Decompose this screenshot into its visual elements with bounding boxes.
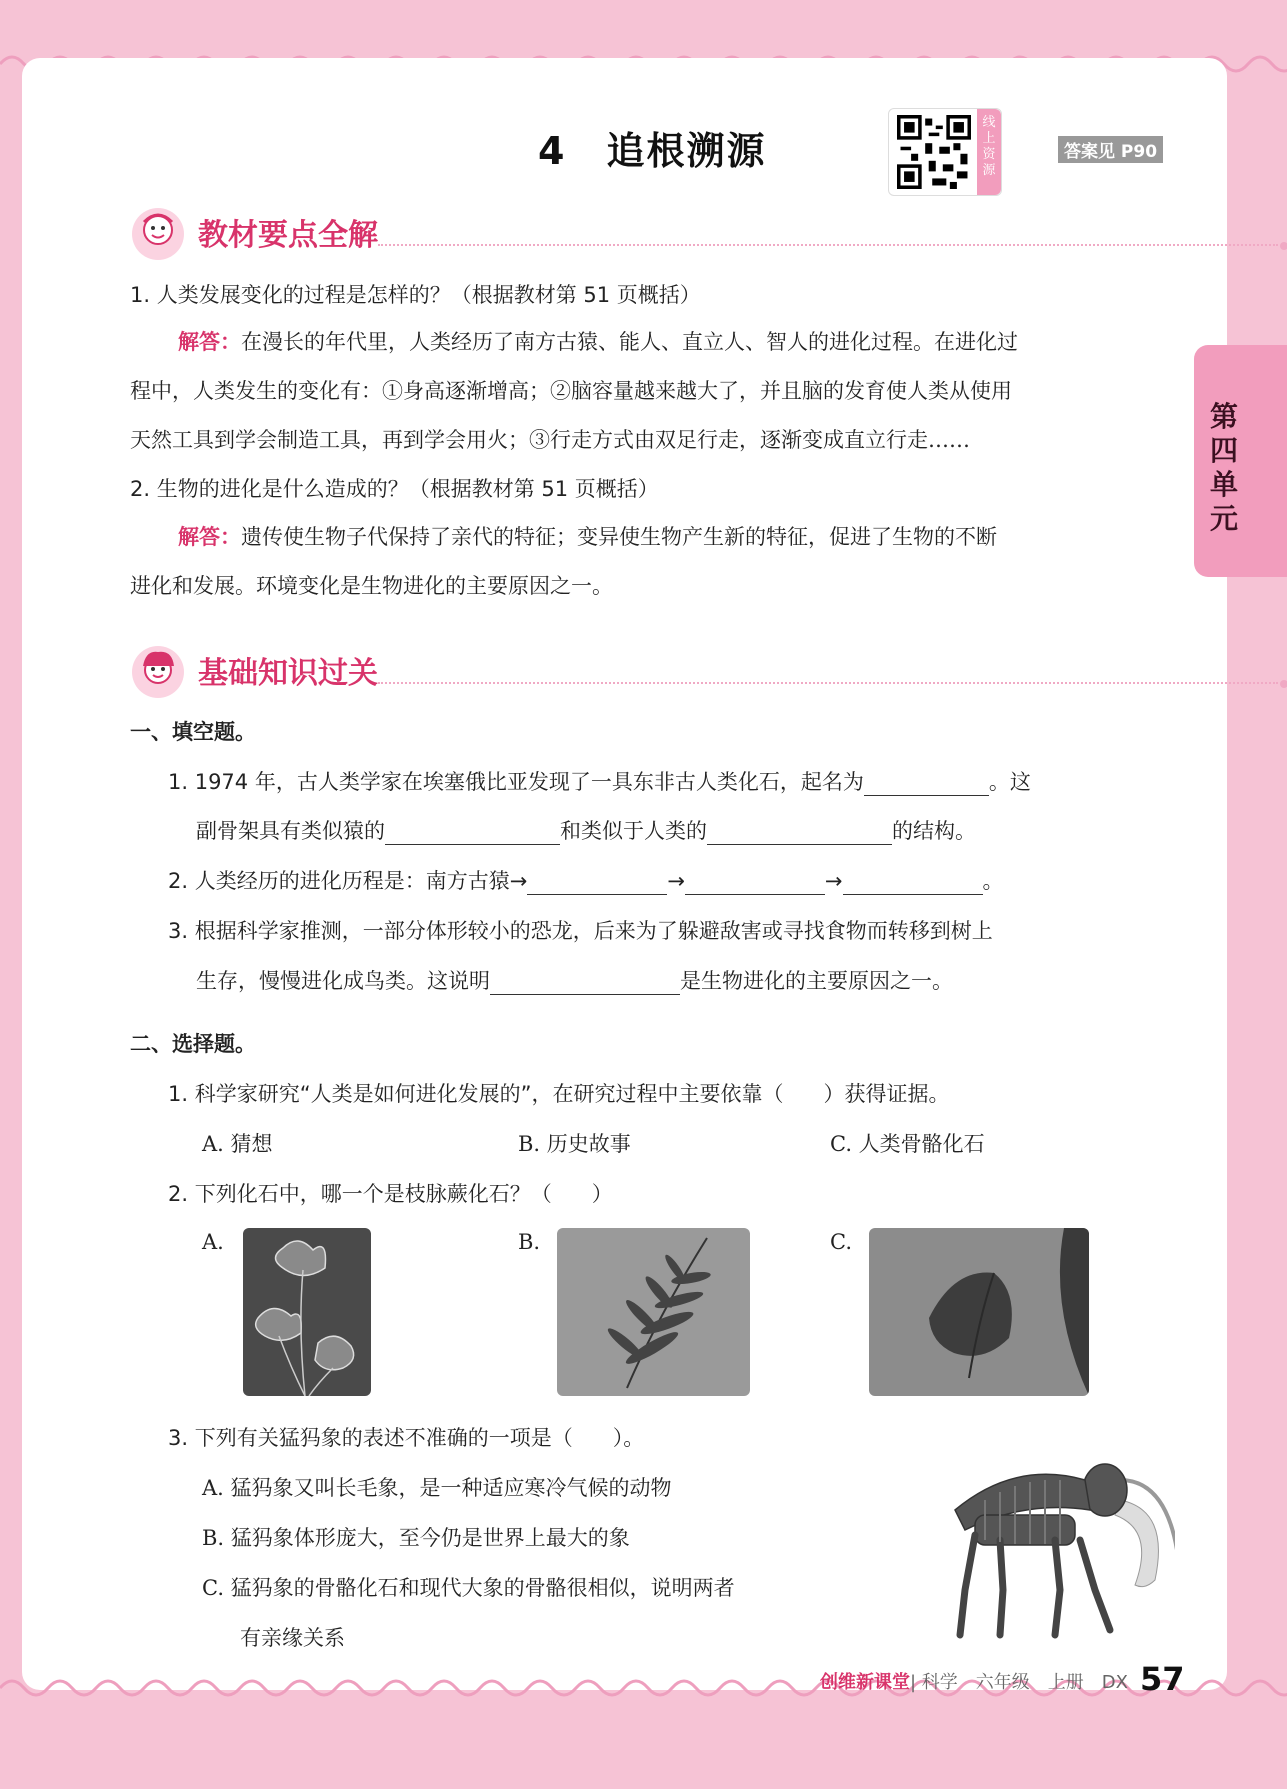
answer-2-line-1	[178, 521, 997, 551]
fill-question-1-line-2	[196, 815, 976, 845]
answer-blank[interactable]	[685, 872, 825, 895]
question-text: ）获得证据。	[823, 1082, 950, 1106]
unit-side-tab-label: 第四单元	[1209, 400, 1238, 535]
dotted-divider	[378, 244, 1278, 246]
arrow-text: →	[667, 869, 685, 893]
qr-code-icon	[897, 115, 971, 189]
dotted-divider	[378, 682, 1278, 684]
qr-code-box[interactable]	[888, 108, 1002, 196]
question-text: 2. 人类经历的进化历程是：南方古猿→	[168, 869, 528, 893]
answer-blank[interactable]	[864, 773, 989, 796]
answer-label: 解答：	[178, 525, 241, 549]
question-text: 2. 下列化石中，哪一个是枝脉蕨化石？（	[168, 1182, 552, 1206]
answer-reference: 答案见 P90	[1058, 136, 1163, 163]
answer-blank[interactable]	[490, 972, 680, 995]
answer-text: 遗传使生物子代保持了亲代的特征；变异使生物产生新的特征，促进了生物的不断	[241, 525, 997, 549]
question-text: 1. 科学家研究“人类是如何进化发展的”，在研究过程中主要依靠（	[168, 1082, 784, 1106]
fill-question-2	[168, 865, 1004, 895]
choice-2-option-a-label[interactable]: A.	[202, 1230, 224, 1254]
answer-1-line-2: 程中，人类发生的变化有：①身高逐渐增高；②脑容量越来越大了，并且脑的发育使人类从使用	[130, 379, 1012, 403]
answer-blank[interactable]	[843, 872, 983, 895]
answer-1-line-1	[178, 326, 1018, 356]
choice-1-option-a[interactable]: A. 猜想	[202, 1132, 273, 1156]
question-1: 1. 人类发展变化的过程是怎样的？（根据教材第 51 页概括）	[130, 283, 701, 307]
question-text: 副骨架具有类似猿的	[196, 819, 385, 843]
section-title: 教材要点全解	[198, 218, 378, 253]
question-text: 。	[982, 869, 1004, 893]
question-text: 。这	[988, 770, 1031, 794]
fossil-image-b[interactable]	[557, 1228, 750, 1396]
choice-question-1	[168, 1078, 949, 1108]
decorative-dots-icon	[1278, 236, 1287, 256]
qr-label: 线上资源	[977, 109, 1001, 195]
part-2-title: 二、选择题。	[130, 1032, 256, 1056]
question-text: 是生物进化的主要原因之一。	[680, 969, 953, 993]
answer-blank[interactable]	[385, 822, 560, 845]
choice-question-3	[168, 1422, 644, 1452]
answer-label: 解答：	[178, 330, 241, 354]
cartoon-teacher-icon	[128, 204, 188, 262]
choice-3-option-c-line-1[interactable]: C. 猛犸象的骨骼化石和现代大象的骨骼很相似，说明两者	[202, 1576, 735, 1600]
choice-3-option-c-line-2: 有亲缘关系	[240, 1626, 345, 1650]
section-title: 基础知识过关	[198, 656, 378, 691]
fossil-image-a[interactable]	[243, 1228, 371, 1396]
question-text: 1. 1974 年，古人类学家在埃塞俄比亚发现了一具东非古人类化石，起名为	[168, 770, 864, 794]
choice-question-2	[168, 1178, 613, 1208]
section-header-key-points	[128, 204, 1198, 262]
section-header-basic-knowledge	[128, 642, 1198, 700]
question-text: 生存，慢慢进化成鸟类。这说明	[196, 969, 490, 993]
page-number: 57	[1140, 1660, 1185, 1698]
answer-blank[interactable]	[707, 822, 892, 845]
arrow-text: →	[824, 869, 843, 893]
choice-2-option-c-label[interactable]: C.	[830, 1230, 852, 1254]
fill-question-1-line-1	[168, 766, 1031, 796]
fossil-image-c[interactable]	[869, 1228, 1089, 1396]
question-2: 2. 生物的进化是什么造成的？（根据教材第 51 页概括）	[130, 477, 659, 501]
footer-info	[820, 1668, 1128, 1694]
fill-question-3-line-1: 3. 根据科学家推测，一部分体形较小的恐龙，后来为了躲避敌害或寻找食物而转移到树上	[168, 919, 993, 943]
question-text: ）	[591, 1182, 613, 1206]
answer-2-line-2: 进化和发展。环境变化是生物进化的主要原因之一。	[130, 574, 613, 598]
mammoth-skeleton-image	[905, 1440, 1175, 1640]
footer-brand: 创维新课堂	[820, 1672, 910, 1693]
choice-1-option-b[interactable]: B. 历史故事	[518, 1132, 631, 1156]
question-text: 和类似于人类的	[560, 819, 707, 843]
choice-3-option-b[interactable]: B. 猛犸象体形庞大，至今仍是世界上最大的象	[202, 1526, 630, 1550]
part-1-title: 一、填空题。	[130, 720, 256, 744]
choice-3-option-a[interactable]: A. 猛犸象又叫长毛象，是一种适应寒冷气候的动物	[202, 1476, 672, 1500]
question-text: 3. 下列有关猛犸象的表述不准确的一项是（	[168, 1426, 573, 1450]
footer-course-info: | 科学 六年级 上册 DX	[910, 1672, 1128, 1693]
decorative-dots-icon	[1278, 674, 1287, 694]
choice-2-option-b-label[interactable]: B.	[518, 1230, 541, 1254]
answer-blank[interactable]	[527, 872, 667, 895]
answer-1-line-3: 天然工具到学会制造工具，再到学会用火；③行走方式由双足行走，逐渐变成直立行走……	[130, 428, 970, 452]
choice-1-option-c[interactable]: C. 人类骨骼化石	[830, 1132, 985, 1156]
question-text: ）。	[612, 1426, 645, 1450]
fill-question-3-line-2	[196, 965, 953, 995]
cartoon-girl-icon	[128, 642, 188, 700]
answer-text: 在漫长的年代里，人类经历了南方古猿、能人、直立人、智人的进化过程。在进化过	[241, 330, 1018, 354]
question-text: 的结构。	[892, 819, 976, 843]
lesson-title: 4 追根溯源	[538, 129, 767, 173]
